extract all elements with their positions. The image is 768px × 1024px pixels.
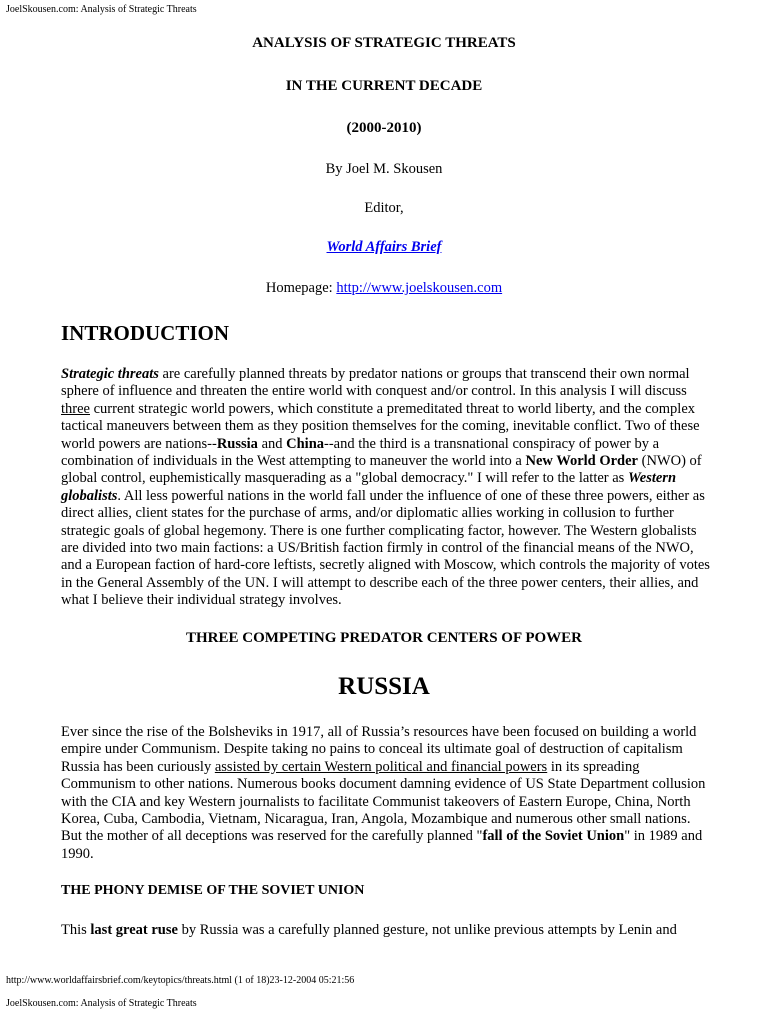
strategic-threats-term: Strategic threats — [61, 366, 159, 382]
footer-url: http://www.worldaffairsbrief.com/keytopics/threats.html (1 of 18)23-12-2004 05:21:56 — [6, 975, 355, 986]
editor-label: Editor, — [364, 200, 404, 216]
section-heading: THREE COMPETING PREDATOR CENTERS OF POWER — [185, 630, 582, 646]
page-header: JoelSkousen.com: Analysis of Strategic Threats — [6, 4, 197, 15]
doc-title-years: (2000-2010) — [346, 120, 422, 136]
publication-line — [0, 239, 768, 256]
homepage-link[interactable]: http://www.joelskousen.com — [336, 280, 503, 296]
three-underlined: three — [61, 400, 90, 417]
homepage-label: Homepage: — [265, 280, 337, 296]
russia-paragraph: Ever since the rise of the Bolsheviks in 1917, all of Russia’s resources have been focused on building a world empire under Communism. Despite taking no pains to conceal its ultimate goal of destruction of capitalism Russia has been curiously assisted by certain Western political and financial powers in its spreading Communism to other nations. Numerous books document damning evidence of US State Department collusion with the CIA and key Western journalists to facilitate Communist takeovers of Eastern Europe, China, North Korea, Cuba, Cambodia, Vietnam, Nicaragua, Iran, Angola, Mozambique and numerous other small nations. But the mother of all deceptions was reserved for the carefully planned "fall of the Soviet Union" in 1989 and 1990. — [61, 724, 706, 862]
introduction-heading: INTRODUCTION — [61, 321, 230, 345]
introduction-paragraph: Strategic threats are carefully planned threats by predator nations or groups that transcend their own normal sphere of influence and threaten the entire world with conquest and/or control. In this analysis I will discuss three current strategic world powers, which constitute a premeditated threat to world liberty, and the complex tactical maneuvers between them as they position themselves for the coming, inevitable conflict. Two of these world powers are nations--Russia and China--and the third is a transnational conspiracy of power by a combination of individuals in the West attempting to maneuver the world into a New World Order (NWO) of global control, euphemistically masquerading as a "global democracy." I will refer to the latter as Western globalists. All less powerful nations in the world fall under the influence of one of these three powers, either as direct allies, client states for the purchase of arms, and/or diplomatic allies working in collusion to further strategic goals of global hegemony. There is one further complicating factor, however. The Western globalists are divided into two main factions: a US/British faction firmly in control of the financial means of the NWO, and a European faction of hard-core leftists, secretly aligned with Moscow, which controls the majority of votes in the General Assembly of the UN. I will attempt to describe each of the three power centers, their allies, and what I believe their individual strategy involves. — [61, 366, 710, 609]
doc-title-line-1: ANALYSIS OF STRATEGIC THREATS — [252, 35, 516, 51]
footer-running-title: JoelSkousen.com: Analysis of Strategic Threats — [6, 998, 197, 1009]
homepage-line — [0, 280, 768, 297]
phony-demise-paragraph: This last great ruse by Russia was a carefully planned gesture, not unlike previous attempts by Lenin and — [61, 922, 677, 938]
phony-demise-heading: THE PHONY DEMISE OF THE SOVIET UNION — [61, 883, 365, 898]
byline: By Joel M. Skousen — [325, 161, 443, 177]
world-affairs-brief-link[interactable]: World Affairs Brief — [326, 239, 442, 255]
doc-title-line-2: IN THE CURRENT DECADE — [285, 78, 483, 94]
russia-heading: RUSSIA — [338, 673, 430, 700]
assisted-underlined: assisted by certain Western political and financial powers — [214, 758, 548, 775]
